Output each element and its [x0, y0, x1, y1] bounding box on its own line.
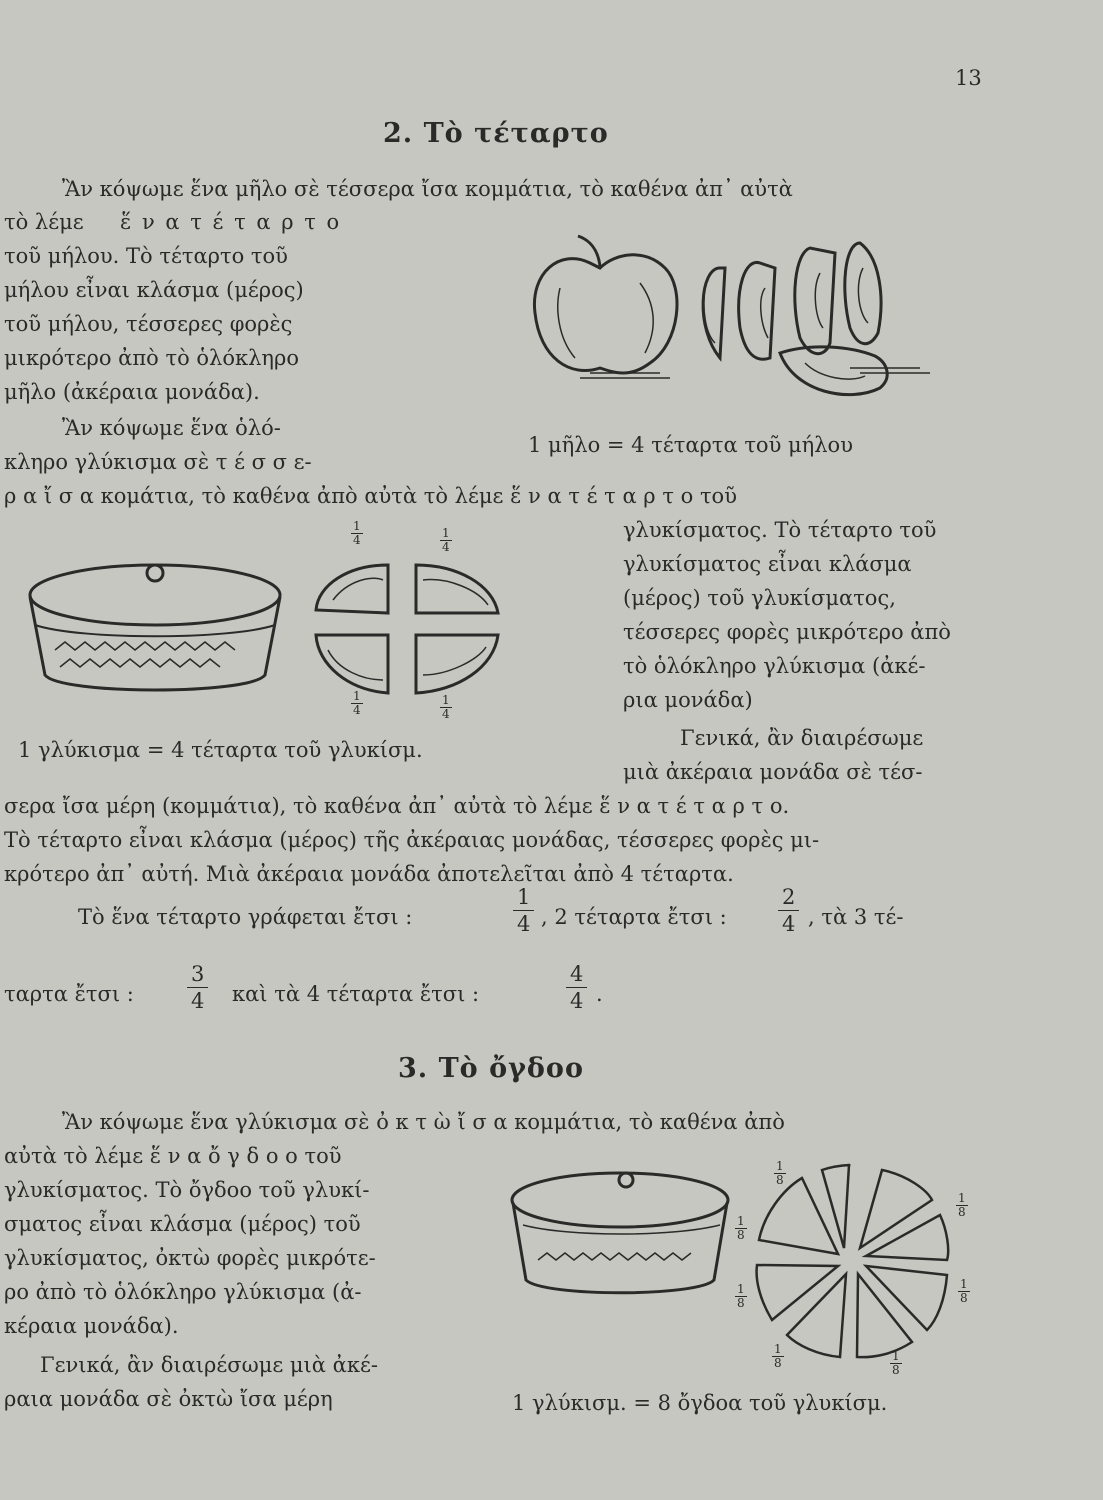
paragraph-line: Γενικά, ἂν διαιρέσωμε μιὰ ἀκέ- — [40, 1353, 378, 1377]
paragraph-line: τὸ λέμε — [4, 210, 84, 234]
eighth-label: 1 8 — [776, 1159, 784, 1187]
paragraph-line: Ἂν κόψωμε ἕνα μῆλο σὲ τέσσερα ἴσα κομμάτια, τὸ καθένα ἀπ᾽ αὐτὰ — [62, 177, 793, 201]
written-line-text: Τὸ ἕνα τέταρτο γράφεται ἔτσι : — [78, 905, 413, 929]
paragraph-line: κληρο γλύκισμα σὲ τ έ σ σ ε- — [4, 450, 312, 474]
paragraph-line: Ἂν κόψωμε ἕνα ὁλό- — [62, 416, 281, 440]
apple-caption: 1 μῆλο = 4 τέταρτα τοῦ μήλου — [528, 433, 853, 457]
written-line-text: , 2 τέταρτα ἔτσι : — [541, 905, 727, 929]
cake-illustration-eighths — [508, 1165, 733, 1305]
paragraph-emphasis: ἕ ν α τ έ τ α ρ τ ο — [120, 210, 342, 234]
fraction-two-quarters: $\frac{2}{4}$ — [778, 884, 799, 937]
quarter-label-top-right: 1 4 — [442, 526, 450, 554]
cake-caption: 1 γλύκισμα = 4 τέταρτα τοῦ γλυκίσμ. — [18, 738, 423, 762]
paragraph-line: ρια μονάδα) — [623, 688, 753, 712]
paragraph-line: ρο ἀπὸ τὸ ὁλόκληρο γλύκισμα (ἀ- — [4, 1280, 362, 1304]
paragraph-line: μιὰ ἀκέραια μονάδα σὲ τέσ- — [623, 760, 923, 784]
paragraph-line: τέσσερες φορὲς μικρότερο ἀπὸ — [623, 620, 951, 644]
written-line-text: . — [596, 982, 603, 1006]
paragraph-line: γλυκίσματος, ὀκτὼ φορὲς μικρότε- — [4, 1246, 376, 1270]
fraction-four-quarters: $\frac{4}{4}$ — [566, 961, 587, 1014]
eighth-label: 1 8 — [958, 1191, 966, 1219]
fraction-one-quarter: $\frac{1}{4}$ — [513, 884, 534, 937]
paragraph-line: σερα ἴσα μέρη (κομμάτια), τὸ καθένα ἀπ᾽ αὐτὰ τὸ λέμε ἕ ν α τ έ τ α ρ τ ο. — [4, 794, 790, 818]
paragraph-line: τοῦ μήλου. Τὸ τέταρτο τοῦ — [4, 244, 288, 268]
quarter-label-bottom-right: 1 4 — [442, 693, 450, 721]
paragraph-line: τοῦ μήλου, τέσσερες φορὲς — [4, 312, 293, 336]
paragraph-line: (μέρος) τοῦ γλυκίσματος, — [623, 586, 896, 610]
page-number: 13 — [955, 66, 982, 90]
paragraph-line: Γενικά, ἂν διαιρέσωμε — [680, 726, 924, 750]
paragraph-line: μῆλο (ἀκέραια μονάδα). — [4, 380, 260, 404]
paragraph-line: Ἂν κόψωμε ἕνα γλύκισμα σὲ ὀ κ τ ὼ ἴ σ α κομμάτια, τὸ καθένα ἀπὸ — [62, 1110, 785, 1134]
written-line-text: καὶ τὰ 4 τέταρτα ἔτσι : — [232, 982, 480, 1006]
paragraph-line: γλυκίσματος. Τὸ ὄγδοο τοῦ γλυκί- — [4, 1178, 370, 1202]
quarter-label-bottom-left: 1 4 — [353, 689, 361, 717]
apple-illustration — [520, 228, 960, 408]
paragraph-line: τὸ ὁλόκληρο γλύκισμα (ἀκέ- — [623, 654, 926, 678]
section-heading-quarter: 2. Τὸ τέταρτο — [383, 118, 609, 149]
written-line-text: ταρτα ἔτσι : — [4, 982, 134, 1006]
paragraph-line: ρ α ἴ σ α κομάτια, τὸ καθένα ἀπὸ αὐτὰ τὸ λέμε ἕ ν α τ έ τ α ρ τ ο τοῦ — [4, 484, 737, 508]
quarter-label-top-left: 1 4 — [353, 519, 361, 547]
eighth-label: 1 8 — [737, 1282, 745, 1310]
paragraph-line: Τὸ τέταρτο εἶναι κλάσμα (μέρος) τῆς ἀκέραιας μονάδας, τέσσερες φορὲς μι- — [4, 828, 820, 852]
section-heading-eighth: 3. Τὸ ὄγδοο — [398, 1053, 584, 1084]
paragraph-line: ραια μονάδα σὲ ὀκτὼ ἴσα μέρη — [4, 1387, 333, 1411]
eighth-slices-illustration — [752, 1160, 952, 1360]
paragraph-line: γλυκίσματος. Τὸ τέταρτο τοῦ — [623, 518, 937, 542]
eighth-label: 1 8 — [960, 1277, 968, 1305]
eighth-label: 1 8 — [774, 1342, 782, 1370]
eighths-caption: 1 γλύκισμ. = 8 ὄγδοα τοῦ γλυκίσμ. — [512, 1391, 888, 1415]
cake-illustration — [20, 555, 290, 705]
paragraph-line: κρότερο ἀπ᾽ αὐτή. Μιὰ ἀκέραια μονάδα ἀποτελεῖται ἀπὸ 4 τέταρτα. — [4, 862, 734, 886]
eighth-label: 1 8 — [737, 1214, 745, 1242]
quartered-cake-illustration — [308, 555, 508, 700]
fraction-three-quarters: $\frac{3}{4}$ — [187, 961, 208, 1014]
eighth-label: 1 8 — [892, 1349, 900, 1377]
paragraph-line: κέραια μονάδα). — [4, 1314, 179, 1338]
paragraph-line: μήλου εἶναι κλάσμα (μέρος) — [4, 278, 304, 302]
paragraph-line: γλυκίσματος εἶναι κλάσμα — [623, 552, 912, 576]
paragraph-line: αὐτὰ τὸ λέμε ἕ ν α ὄ γ δ ο ο τοῦ — [4, 1144, 342, 1168]
written-line-text: , τὰ 3 τέ- — [808, 905, 904, 929]
paragraph-line: μικρότερο ἀπὸ τὸ ὁλόκληρο — [4, 346, 299, 370]
paragraph-line: σματος εἶναι κλάσμα (μέρος) τοῦ — [4, 1212, 361, 1236]
